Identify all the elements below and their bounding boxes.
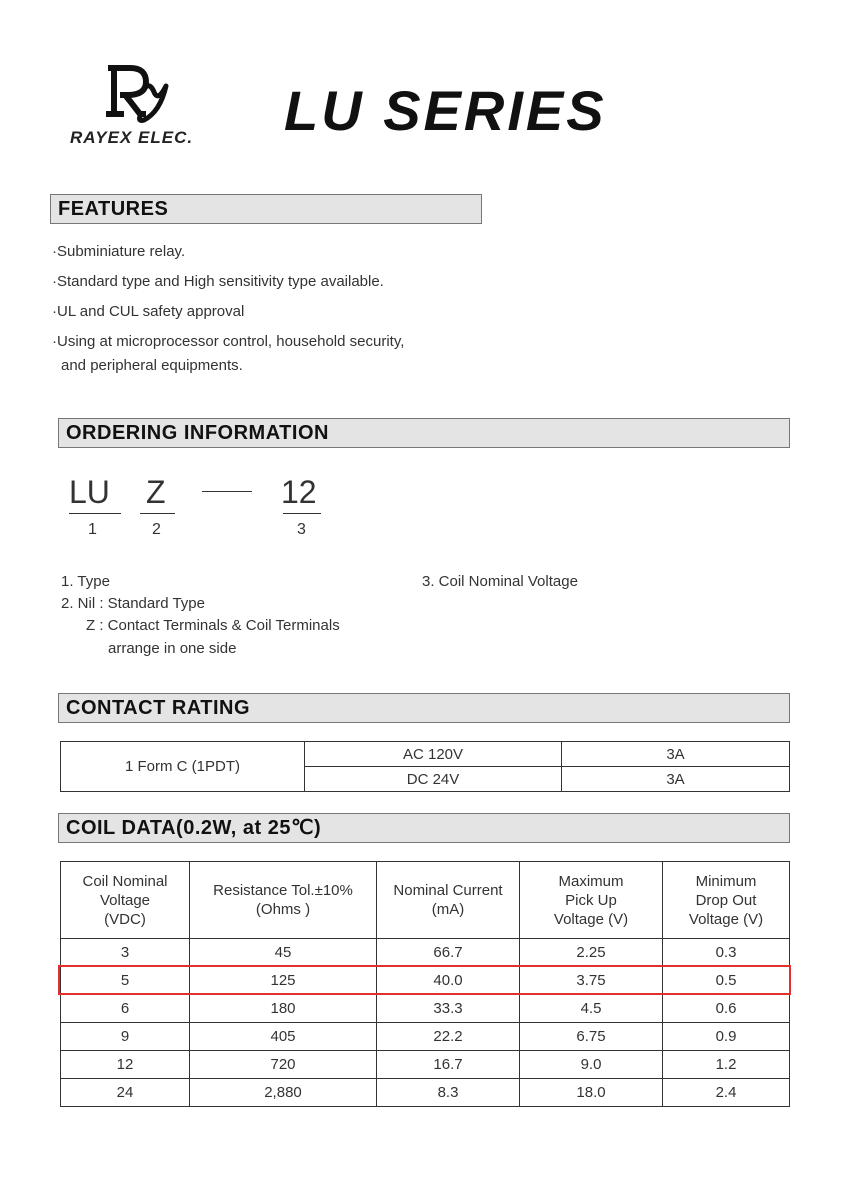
header-pickup-voltage [520, 862, 663, 939]
header-line: Drop Out [695, 891, 757, 909]
ordering-note: 1. Type [61, 573, 110, 590]
cell-dropout: 0.6 [663, 995, 790, 1023]
contact-form-cell: 1 Form C (1PDT) [61, 742, 305, 792]
contact-current-cell: 3A [562, 742, 790, 767]
table-row [61, 1023, 790, 1051]
code-number: 3 [297, 521, 306, 538]
header-line: Minimum [695, 872, 757, 890]
code-underline [283, 513, 321, 514]
cell-voltage: 24 [61, 1079, 190, 1107]
ordering-note-voltage: 3. Coil Nominal Voltage [422, 573, 578, 590]
cell-dropout: 2.4 [663, 1079, 790, 1107]
header-line: (Ohms ) [255, 901, 311, 918]
header-line: Resistance Tol.±10% [213, 882, 353, 899]
header-resistance [190, 862, 377, 939]
header-line: Coil Nominal [82, 872, 168, 890]
code-underline [69, 513, 121, 514]
table-row [61, 742, 790, 767]
feature-item: ·Using at microprocessor control, household security, [52, 333, 405, 350]
cell-dropout: 0.9 [663, 1023, 790, 1051]
cell-voltage: 5 [61, 967, 190, 995]
code-underline [140, 513, 175, 514]
cell-pickup: 18.0 [520, 1079, 663, 1107]
header-line: (VDC) [104, 910, 146, 928]
cell-pickup: 2.25 [520, 939, 663, 967]
cell-pickup: 9.0 [520, 1051, 663, 1079]
header-line: Maximum [558, 872, 624, 890]
feature-item: and peripheral equipments. [61, 357, 243, 374]
code-part-type: Z [146, 474, 166, 510]
cell-voltage: 6 [61, 995, 190, 1023]
feature-item: ·UL and CUL safety approval [52, 303, 245, 320]
cell-resistance: 720 [190, 1051, 377, 1079]
cell-pickup: 4.5 [520, 995, 663, 1023]
cell-voltage: 3 [61, 939, 190, 967]
cell-current: 40.0 [377, 967, 520, 995]
header-line: Pick Up [565, 891, 617, 909]
table-row [61, 1079, 790, 1107]
contact-voltage-cell: DC 24V [305, 767, 562, 792]
code-number: 1 [88, 521, 97, 538]
series-title: LU SERIES [284, 79, 607, 142]
cell-current: 66.7 [377, 939, 520, 967]
contact-rating-heading: CONTACT RATING [58, 693, 790, 723]
header-coil-voltage [61, 862, 190, 939]
cell-current: 22.2 [377, 1023, 520, 1051]
cell-resistance: 125 [190, 967, 377, 995]
contact-rating-table [60, 741, 790, 792]
coil-data-table [60, 861, 790, 1107]
coil-data-heading: COIL DATA(0.2W, at 25℃) [58, 813, 790, 843]
header-dropout-voltage [663, 862, 790, 939]
cell-resistance: 45 [190, 939, 377, 967]
table-row-highlighted [61, 967, 790, 995]
rayex-logo [70, 62, 230, 152]
header-line: Voltage [99, 891, 151, 909]
cell-resistance: 405 [190, 1023, 377, 1051]
cell-current: 8.3 [377, 1079, 520, 1107]
header-line: Voltage (V) [688, 910, 764, 928]
cell-pickup: 3.75 [520, 967, 663, 995]
feature-item: ·Standard type and High sensitivity type available. [52, 273, 384, 290]
ordering-note: 2. Nil : Standard Type [61, 595, 205, 612]
ordering-note: Z : Contact Terminals & Coil Terminals [86, 617, 340, 634]
cell-dropout: 0.5 [663, 967, 790, 995]
code-part-series: LU [69, 474, 110, 510]
table-header-row [61, 862, 790, 939]
cell-resistance: 2,880 [190, 1079, 377, 1107]
cell-dropout: 0.3 [663, 939, 790, 967]
cell-dropout: 1.2 [663, 1051, 790, 1079]
ordering-heading: ORDERING INFORMATION [58, 418, 790, 448]
rayex-logo-mark [100, 62, 180, 124]
header-line: Voltage (V) [553, 910, 629, 928]
code-dash [202, 491, 252, 492]
cell-pickup: 6.75 [520, 1023, 663, 1051]
cell-current: 16.7 [377, 1051, 520, 1079]
cell-resistance: 180 [190, 995, 377, 1023]
table-row [61, 939, 790, 967]
feature-item: ·Subminiature relay. [52, 243, 186, 260]
code-number: 2 [152, 521, 161, 538]
contact-voltage-cell: AC 120V [305, 742, 562, 767]
header-line: Nominal Current [393, 882, 503, 899]
code-part-voltage: 12 [281, 474, 317, 510]
ordering-note: arrange in one side [108, 640, 237, 657]
logo-text: RAYEX ELEC. [70, 128, 194, 147]
table-row [61, 1051, 790, 1079]
cell-voltage: 9 [61, 1023, 190, 1051]
contact-current-cell: 3A [562, 767, 790, 792]
table-row [61, 995, 790, 1023]
header-nominal-current [377, 862, 520, 939]
header-line: (mA) [431, 901, 465, 918]
cell-voltage: 12 [61, 1051, 190, 1079]
features-heading: FEATURES [50, 194, 482, 224]
cell-current: 33.3 [377, 995, 520, 1023]
